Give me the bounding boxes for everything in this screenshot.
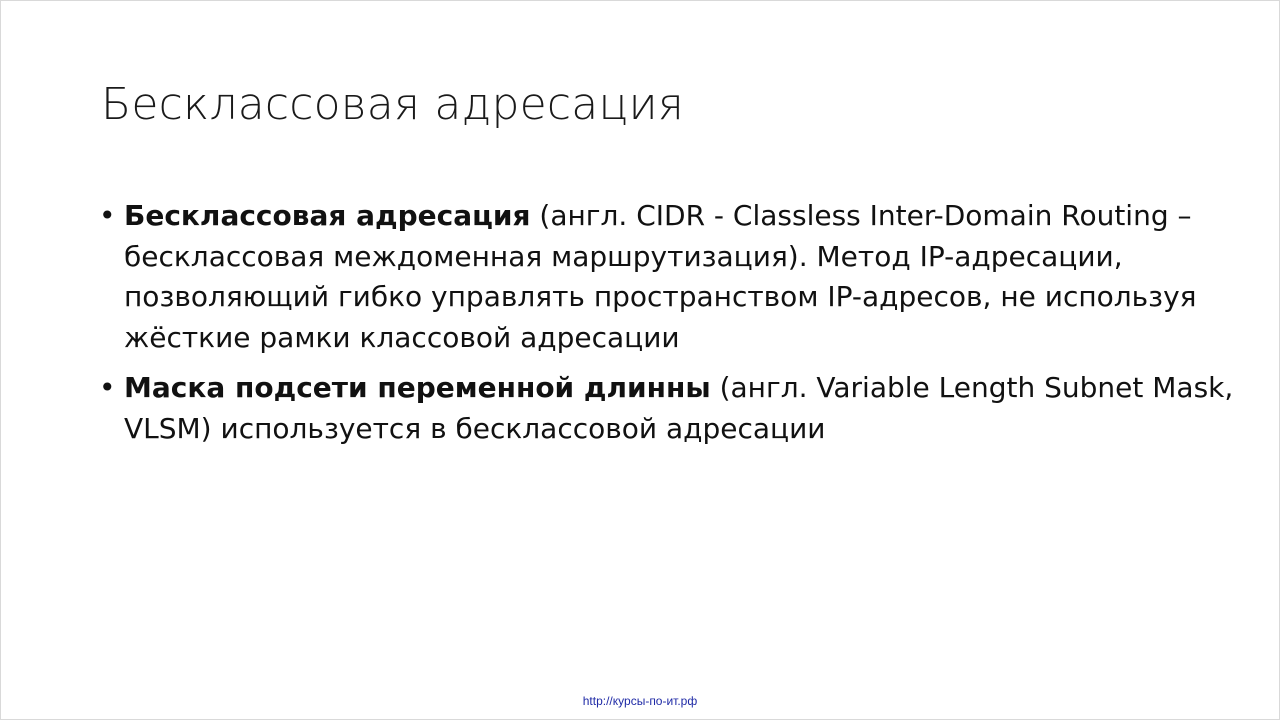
bullet-marker-icon: • [99,371,116,404]
bullet-term: Бесклассовая адресация [124,199,531,232]
bullet-list [99,196,1239,459]
bullet-item-cidr [99,196,1239,358]
bullet-marker-icon: • [99,199,116,232]
slide-title: Бесклассовая адресация [101,79,685,130]
bullet-term: Маска подсети переменной длинны [124,371,711,404]
footer-link[interactable]: http://курсы-по-ит.рф [582,694,698,708]
bullet-item-vlsm [99,368,1239,449]
bullet-text: (англ. Variable Length Subnet Mask, VLSM) используется в бесклассовой адресации [124,371,1234,445]
bullet-text: (англ. CIDR - Classless Inter-Domain Routing – бесклассовая междоменная маршрутизация). Метод IP-адресации, позволяющий гибко управлять пространством IP-адресов, не используя жёсткие рамки классовой адресации [124,199,1197,354]
